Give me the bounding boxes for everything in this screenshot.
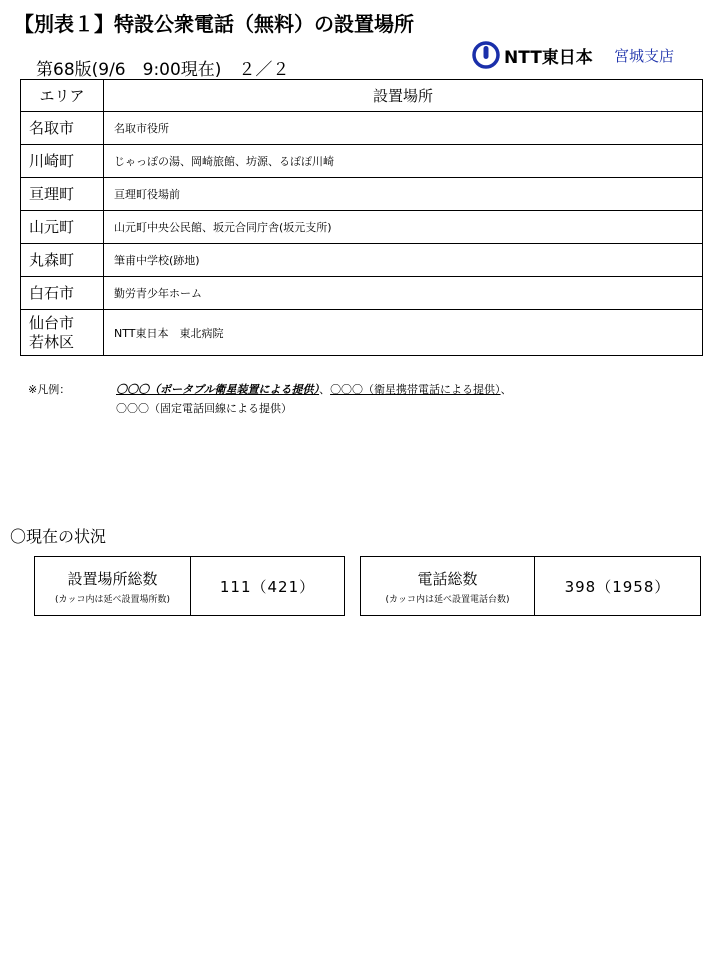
table-row bbox=[21, 145, 703, 178]
sites-total-label: 設置場所総数 bbox=[67, 569, 158, 588]
column-header-area: エリア bbox=[21, 80, 104, 112]
area-cell: 山元町 bbox=[21, 211, 104, 244]
legend-label: ※凡例： bbox=[28, 383, 71, 396]
edition-info: 第68版(9/6 9:00現在) ２／２ bbox=[36, 60, 290, 80]
place-cell: NTT東日本 東北病院 bbox=[104, 310, 703, 356]
area-cell: 亘理町 bbox=[21, 178, 104, 211]
area-cell: 丸森町 bbox=[21, 244, 104, 277]
place-cell: じゃっぽの湯、岡崎旅館、坊源、るぽぽ川崎 bbox=[104, 145, 703, 178]
legend-item-satellite-phone: 〇〇〇（衛星携帯電話による提供） bbox=[330, 383, 501, 396]
table-row bbox=[21, 211, 703, 244]
place-cell: 勤労青少年ホーム bbox=[104, 277, 703, 310]
table-row bbox=[21, 277, 703, 310]
table-header-row bbox=[21, 80, 703, 112]
legend-separator: 、 bbox=[500, 383, 512, 396]
phones-total-label-cell bbox=[361, 557, 535, 615]
table-row bbox=[21, 178, 703, 211]
area-cell: 名取市 bbox=[21, 112, 104, 145]
sites-total-box bbox=[34, 556, 345, 616]
phones-total-label: 電話総数 bbox=[417, 569, 478, 588]
ntt-logo-icon bbox=[472, 41, 500, 69]
place-cell: 山元町中央公民館、坂元合同庁舎(坂元支所) bbox=[104, 211, 703, 244]
place-cell: 名取市役所 bbox=[104, 112, 703, 145]
phones-total-value: 398（1958） bbox=[564, 577, 671, 596]
status-heading: 〇現在の状況 bbox=[10, 527, 107, 546]
sites-total-sublabel: (カッコ内は延べ設置場所数) bbox=[55, 594, 170, 605]
legend-line-1 bbox=[116, 380, 512, 400]
phones-total-sublabel: (カッコ内は延べ設置電話台数) bbox=[385, 594, 510, 605]
phones-total-box bbox=[360, 556, 701, 616]
legend-item-portable-satellite: 〇〇〇（ポータブル衛星装置による提供） bbox=[116, 383, 320, 396]
area-cell: 仙台市 若林区 bbox=[21, 310, 104, 356]
brand-name: NTT東日本 bbox=[504, 47, 593, 68]
table-row bbox=[21, 244, 703, 277]
page-title: 【別表１】特設公衆電話（無料）の設置場所 bbox=[14, 12, 414, 36]
location-table bbox=[20, 79, 703, 356]
column-header-place: 設置場所 bbox=[104, 80, 703, 112]
place-cell: 亘理町役場前 bbox=[104, 178, 703, 211]
place-cell: 筆甫中学校(跡地) bbox=[104, 244, 703, 277]
legend-separator: 、 bbox=[319, 383, 331, 396]
area-cell: 白石市 bbox=[21, 277, 104, 310]
table-row bbox=[21, 112, 703, 145]
table-row bbox=[21, 310, 703, 356]
area-cell: 川崎町 bbox=[21, 145, 104, 178]
legend-item-fixed-line: 〇〇〇（固定電話回線による提供） bbox=[116, 402, 292, 415]
brand-block bbox=[472, 40, 593, 70]
branch-name: 宮城支店 bbox=[614, 47, 675, 65]
sites-total-label-cell bbox=[35, 557, 191, 615]
sites-total-value: 111（421） bbox=[219, 577, 316, 596]
